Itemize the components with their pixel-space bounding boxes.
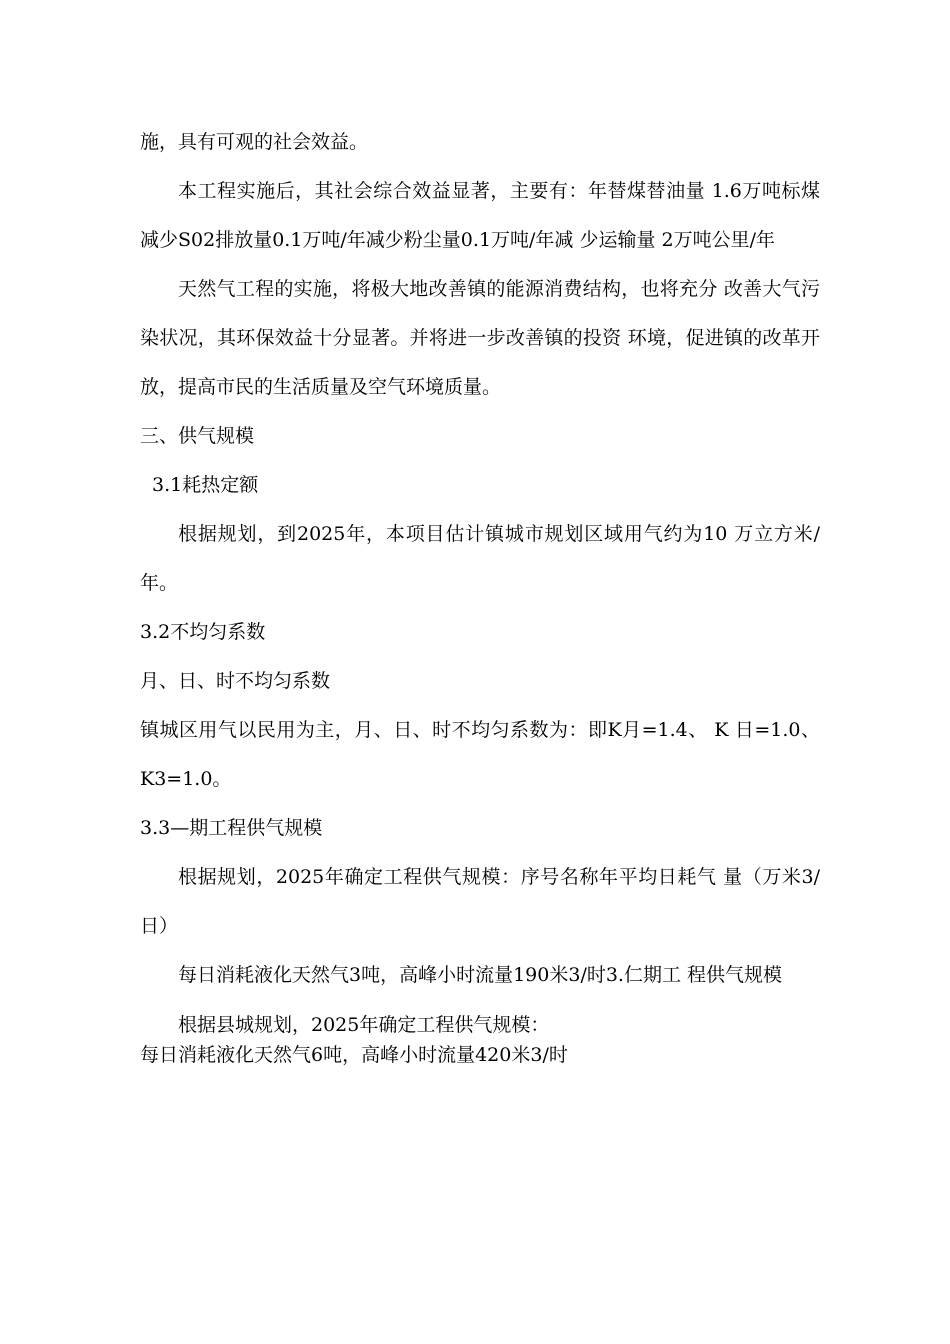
paragraph-daily-lng-county: 每日消耗液化天然气6吨，高峰小时流量420米3/时 [140,1044,568,1066]
subsection-heading-heat-quota: 3.1耗热定额 [152,474,259,496]
paragraph-social-benefits: 本工程实施后，其社会综合效益显著，主要有：年替煤替油量 1.6万吨标煤减少S02排放量0.1万吨/年减少粉尘量0.1万吨/年减 少运输量 2万吨公里/年 [140,180,820,251]
paragraph-daily-lng-phase-one: 每日消耗液化天然气3吨，高峰小时流量190米3/时3.仁期工 程供气规模 [178,964,783,986]
subsection-heading-phase-one-scale: 3.3—期工程供气规模 [140,817,323,839]
paragraph-continuation: 施，具有可观的社会效益。 [140,131,369,153]
paragraph-environmental-benefits: 天然气工程的实施，将极大地改善镇的能源消费结构，也将充分 改善大气污染状况，其环保效益十分显著。并将进一步改善镇的投资 环境，促进镇的改革开放，提高市民的生活质量及空气环境质量。 [140,278,820,398]
paragraph-nonuniformity-title: 月、日、时不均匀系数 [140,670,331,692]
document-body [140,118,820,1070]
paragraph-nonuniformity-values: 镇城区用气以民用为主，月、日、时不均匀系数为：即K月=1.4、 K 日=1.0、K3=1.0。 [140,719,820,790]
subsection-heading-nonuniformity: 3.2不均匀系数 [140,621,266,643]
paragraph-county-plan: 根据县城规划，2025年确定工程供气规模： [178,1014,550,1036]
paragraph-planned-gas-usage: 根据规划，到2025年，本项目估计镇城市规划区域用气约为10 万立方米/年。 [140,523,820,594]
paragraph-phase-one-scale: 根据规划，2025年确定工程供气规模：序号名称年平均日耗气 量（万米3/日） [140,866,820,937]
section-heading-gas-supply-scale: 三、供气规模 [140,425,255,447]
